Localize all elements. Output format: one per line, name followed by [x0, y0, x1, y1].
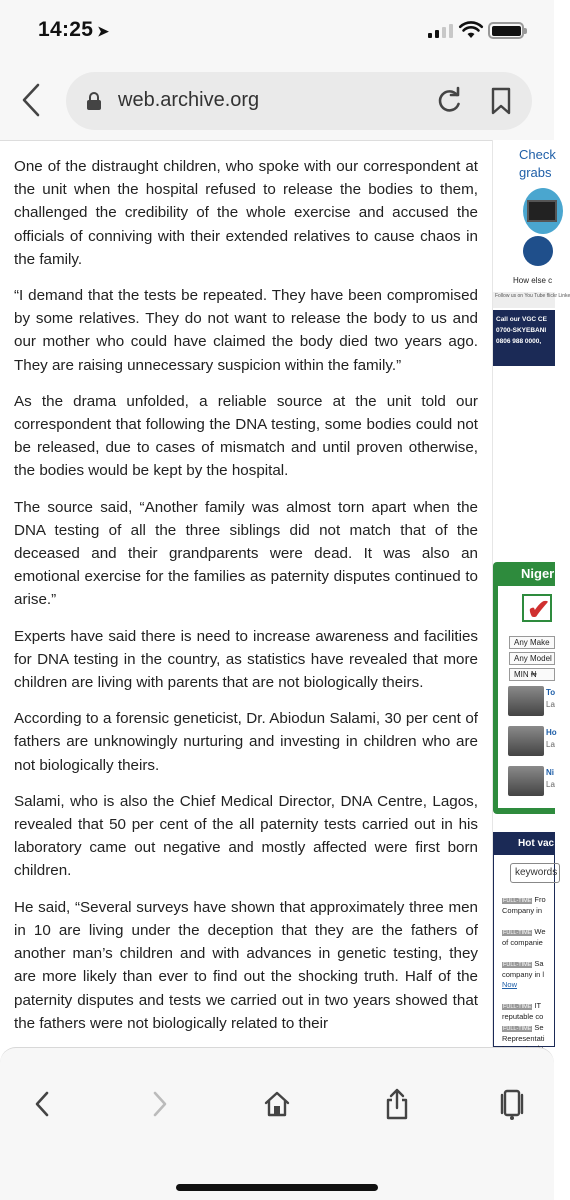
- wifi-icon: [459, 21, 483, 39]
- article-paragraph: According to a forensic geneticist, Dr. Abiodun Salami, 30 per cent of fathers are unknowingly nurturing and investing in children who are not biologically theirs.: [14, 710, 478, 774]
- jobs-widget: [493, 832, 558, 1047]
- job-tag: FULL-TIME: [503, 1004, 532, 1010]
- share-icon: [384, 1088, 410, 1120]
- satellite-dish-icon: [523, 236, 553, 266]
- status-time: [38, 18, 109, 42]
- call-line: 0700-SKYEBANI: [496, 327, 547, 334]
- job-title: Sa: [534, 959, 544, 968]
- status-bar: [0, 0, 554, 60]
- model-select[interactable]: Any Model: [509, 652, 555, 665]
- job-listing[interactable]: [502, 895, 558, 916]
- car-search-widget: [493, 562, 555, 814]
- car-location: La: [546, 780, 555, 789]
- sidebar-ads: [492, 140, 570, 1047]
- job-link[interactable]: Now: [502, 980, 518, 989]
- home-icon: [263, 1090, 291, 1118]
- tabs-icon: [499, 1087, 525, 1121]
- car-thumbnail[interactable]: [508, 726, 544, 756]
- job-listing[interactable]: [502, 1001, 558, 1022]
- car-thumbnail[interactable]: [508, 766, 544, 796]
- back-arrow-icon: [33, 1090, 51, 1118]
- job-tag: FULL-TIME: [503, 1026, 532, 1032]
- article-paragraph: He said, “Several surveys have shown that approximately three men in 10 are living under the deception that they are the fathers of another man’s children and with advances in genetic testing, they are more likely than ever to find out the shocking truth. Half of the paternity disputes and tests we carried out in two years showed that the fathers were not biologically related to their: [14, 898, 478, 1032]
- ad-text: Check: [519, 147, 556, 162]
- call-line: Call our VGC CE: [496, 316, 547, 323]
- widget-title: Niger: [521, 566, 555, 581]
- reload-icon[interactable]: [436, 87, 462, 115]
- job-title: IT: [534, 1001, 542, 1010]
- job-desc: Company in: [502, 906, 543, 915]
- min-price-select[interactable]: MIN ₦: [509, 668, 555, 681]
- address-bar[interactable]: [66, 72, 532, 130]
- job-desc: company in l: [502, 970, 545, 979]
- job-title: Se: [534, 1023, 544, 1032]
- clock-text: 14:25: [38, 18, 94, 41]
- share-button[interactable]: [377, 1084, 417, 1124]
- job-title: Fro: [534, 895, 546, 904]
- browser-toolbar: [0, 1047, 554, 1200]
- job-desc: Representati: [502, 1034, 545, 1043]
- checkbox-logo: [522, 594, 552, 625]
- back-button[interactable]: [22, 1084, 62, 1124]
- forward-button[interactable]: [140, 1084, 180, 1124]
- home-button[interactable]: [257, 1084, 297, 1124]
- job-listing[interactable]: [502, 959, 558, 990]
- social-follow-strip[interactable]: Follow us on You Tube flickr Linke: [493, 292, 555, 308]
- job-listing[interactable]: [502, 927, 558, 948]
- car-thumbnail[interactable]: [508, 686, 544, 716]
- car-location: La: [546, 740, 555, 749]
- battery-icon: [488, 22, 524, 39]
- lock-icon: [86, 91, 102, 111]
- check-icon: ✔: [527, 594, 551, 625]
- article-paragraph: “I demand that the tests be repeated. They have been compromised by some relatives. They do not want to release the body to us and our mother who could have claimed the body died two years ago. They are raising unnecessary suspicion within the family.”: [14, 287, 478, 374]
- browser-nav-bar: [0, 60, 554, 140]
- tv-ad[interactable]: [499, 146, 559, 182]
- widget-title: Hot vac: [494, 833, 554, 855]
- article-paragraph: One of the distraught children, who spoke with our correspondent at the unit when the hospital refused to release the bodies to them, challenged the credibility of the whole exercise and accused the officials of conniving with their extended relatives to cause chaos in the family.: [14, 158, 478, 268]
- location-arrow-icon: ➤: [97, 23, 110, 39]
- call-ad[interactable]: [493, 310, 555, 366]
- article-paragraph: Experts have said there is need to increase awareness and facilities for DNA testing in the country, as statistics have revealed that more children are living with parents that are not biologically theirs.: [14, 627, 478, 692]
- article-paragraph: Salami, who is also the Chief Medical Director, DNA Centre, Lagos, revealed that 50 per cent of the all paternity tests carried out in his laboratory came out negative and mostly affected were first born children.: [14, 792, 478, 880]
- ad-text: How else c: [513, 276, 553, 285]
- tabs-button[interactable]: [492, 1084, 532, 1124]
- car-link[interactable]: Ni: [546, 768, 554, 777]
- car-location: La: [546, 700, 555, 709]
- jobs-search-input[interactable]: keywords: [510, 863, 560, 883]
- article-paragraph: As the drama unfolded, a reliable source at the unit told our correspondent that following the DNA testing, some bodies could not be released, due to cases of mismatch and until proven otherwise, the bodies would be kept by the hospital.: [14, 392, 478, 480]
- job-tag: FULL-TIME: [503, 898, 532, 904]
- job-tag: FULL-TIME: [503, 930, 532, 936]
- car-search-panel: [498, 586, 555, 808]
- call-line: 0806 988 0000,: [496, 338, 542, 345]
- television-icon: [527, 200, 557, 222]
- article-paragraph: The source said, “Another family was almost torn apart when the DNA testing of all the three siblings did not match that of the deceased and their grandparents were dead. It was also an emotional exercise for the families as paternity disputes continued to arise.”: [14, 498, 478, 609]
- ad-text: grabs: [519, 165, 552, 180]
- cellular-signal-icon: [428, 22, 453, 38]
- car-link[interactable]: To: [546, 688, 556, 697]
- job-desc: reputable co: [502, 1012, 544, 1021]
- forward-arrow-icon: [151, 1090, 169, 1118]
- home-indicator: [176, 1184, 378, 1191]
- job-title: We: [534, 927, 546, 936]
- back-chevron-icon[interactable]: [18, 82, 48, 118]
- url-text: web.archive.org: [118, 89, 260, 111]
- bookmark-icon[interactable]: [490, 87, 512, 115]
- job-tag: FULL-TIME: [503, 962, 532, 968]
- article-body: [0, 140, 492, 1047]
- car-link[interactable]: Ho: [546, 728, 557, 737]
- job-desc: of companie: [502, 938, 543, 947]
- make-select[interactable]: Any Make: [509, 636, 555, 649]
